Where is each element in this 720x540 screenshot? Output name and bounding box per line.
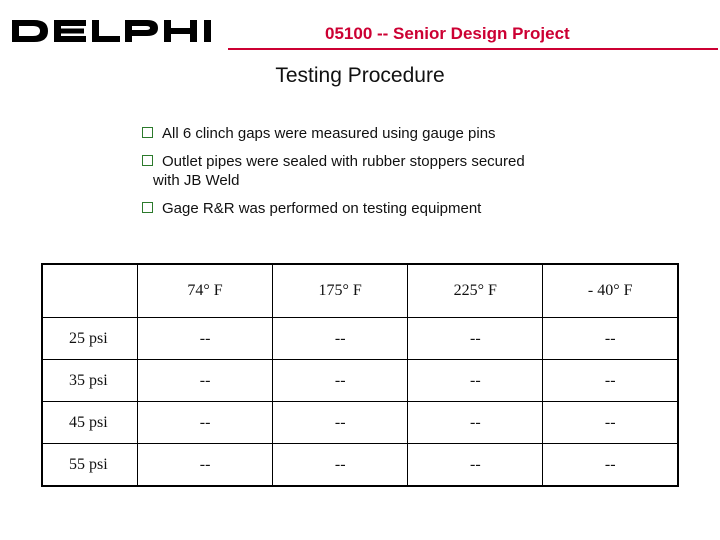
- table-corner-cell: [42, 264, 138, 318]
- row-header: 45 psi: [42, 402, 138, 444]
- table-cell: --: [273, 402, 408, 444]
- table-cell: --: [138, 402, 273, 444]
- table-cell: --: [138, 360, 273, 402]
- table-cell: --: [543, 444, 678, 487]
- table-cell: --: [408, 318, 543, 360]
- checkbox-square-icon: [142, 155, 153, 166]
- column-header: 74° F: [138, 264, 273, 318]
- table-cell: --: [543, 360, 678, 402]
- column-header: 225° F: [408, 264, 543, 318]
- table-row: [42, 444, 678, 487]
- table-cell: --: [543, 402, 678, 444]
- table-cell: --: [408, 402, 543, 444]
- row-header: 35 psi: [42, 360, 138, 402]
- table-header-row: [42, 264, 678, 318]
- checkbox-square-icon: [142, 127, 153, 138]
- table-cell: --: [273, 318, 408, 360]
- bullet-text: All 6 clinch gaps were measured using gauge pins: [162, 125, 496, 142]
- test-conditions-table: [41, 263, 679, 487]
- bullet-item: [140, 152, 700, 190]
- checkbox-square-icon: [142, 202, 153, 213]
- header-divider: [228, 48, 718, 50]
- bullet-item: [140, 124, 700, 143]
- table-cell: --: [273, 360, 408, 402]
- bullet-list: [140, 124, 700, 227]
- table-row: [42, 360, 678, 402]
- table-cell: --: [408, 360, 543, 402]
- column-header: 175° F: [273, 264, 408, 318]
- delphi-logo-mark: [10, 16, 224, 46]
- table-cell: --: [543, 318, 678, 360]
- table-cell: --: [273, 444, 408, 487]
- slide-title: Testing Procedure: [275, 64, 445, 87]
- column-header: - 40° F: [543, 264, 678, 318]
- bullet-text: Outlet pipes were sealed with rubber stoppers secured: [162, 153, 525, 170]
- bullet-text: Gage R&R was performed on testing equipment: [162, 200, 482, 217]
- table-row: [42, 402, 678, 444]
- bullet-text-continuation: with JB Weld: [153, 172, 240, 189]
- row-header: 25 psi: [42, 318, 138, 360]
- row-header: 55 psi: [42, 444, 138, 487]
- table-cell: --: [138, 444, 273, 487]
- delphi-logo: [10, 16, 224, 46]
- bullet-item: [140, 199, 700, 218]
- table-cell: --: [408, 444, 543, 487]
- table-cell: --: [138, 318, 273, 360]
- project-title: 05100 -- Senior Design Project: [325, 24, 570, 43]
- table-row: [42, 318, 678, 360]
